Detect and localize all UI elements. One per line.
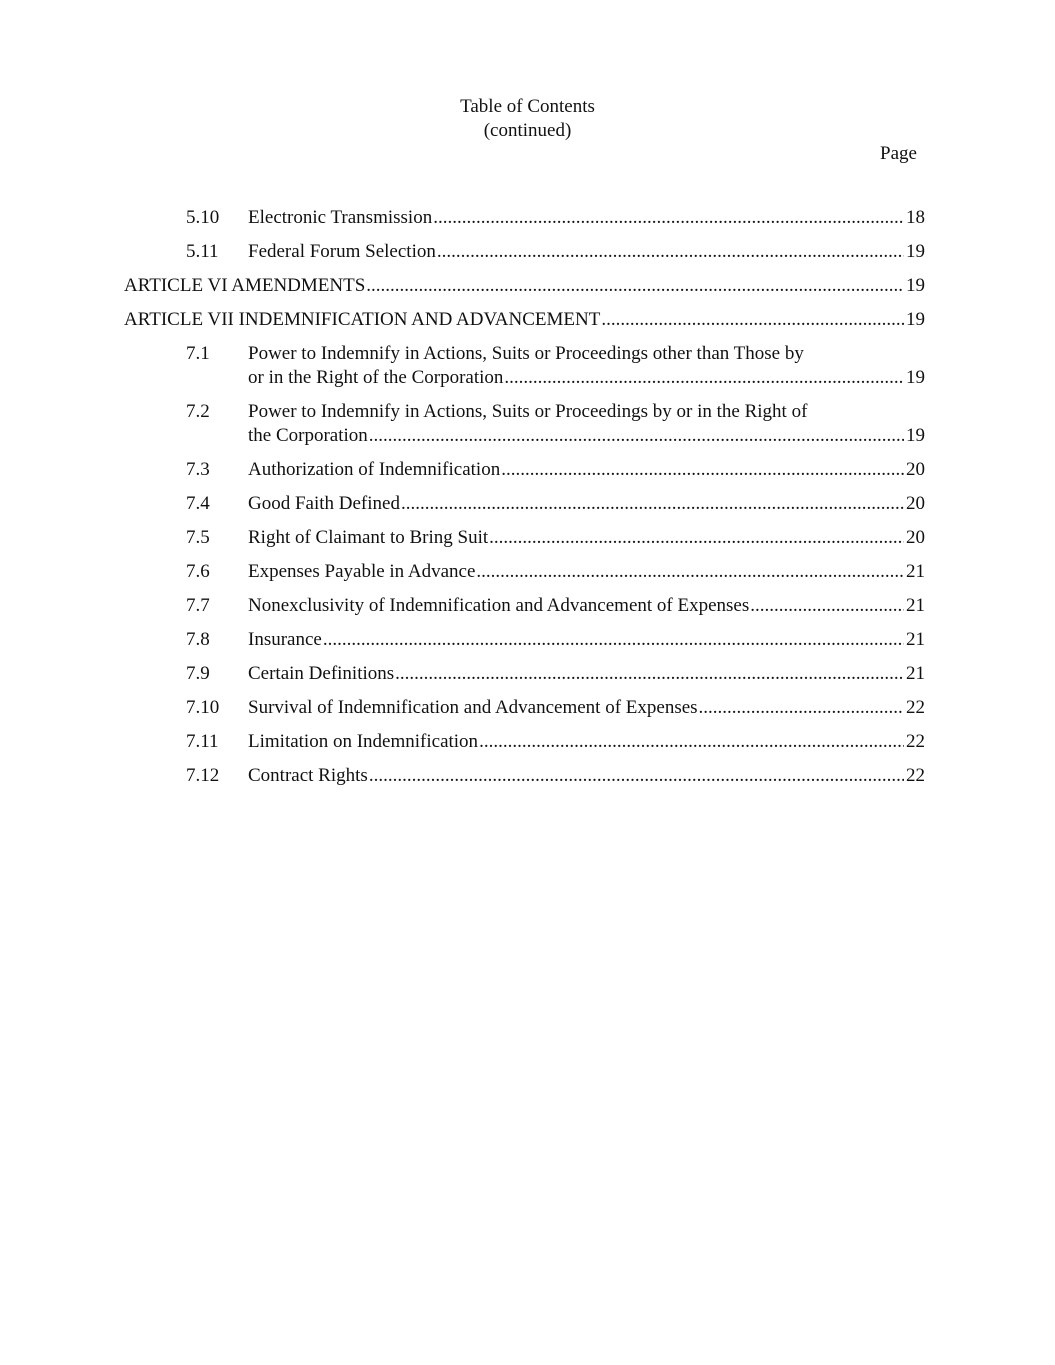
- page-number: 20: [906, 527, 925, 548]
- page-number: 19: [906, 241, 925, 262]
- page-number: 20: [906, 459, 925, 480]
- page-number: 21: [906, 595, 925, 616]
- entry-line: [248, 730, 925, 754]
- section-title: Federal Forum Selection: [248, 241, 436, 262]
- section-number: 7.1: [186, 343, 210, 364]
- article-title: ARTICLE VI AMENDMENTS: [124, 275, 366, 296]
- entry-wrap: [248, 400, 925, 448]
- entry-line: [248, 696, 925, 720]
- entry-line: [124, 274, 925, 298]
- dot-leader: [479, 730, 904, 754]
- dot-leader: [366, 274, 904, 298]
- section-title: Authorization of Indemnification: [248, 459, 501, 480]
- section-title: Nonexclusivity of Indemnification and Advancement of Expenses: [248, 595, 750, 616]
- entry-wrap: [248, 342, 925, 390]
- section-number: 7.6: [186, 561, 210, 582]
- section-title: Survival of Indemnification and Advancement of Expenses: [248, 697, 698, 718]
- page-number: 19: [906, 309, 925, 330]
- entry-line: [248, 764, 925, 788]
- dot-leader: [433, 206, 904, 230]
- dot-leader: [323, 628, 904, 652]
- section-number: 5.11: [186, 241, 219, 262]
- entry-line: [248, 206, 925, 230]
- page-subtitle: (continued): [483, 120, 572, 141]
- section-number: 7.8: [186, 629, 210, 650]
- section-title: Contract Rights: [248, 765, 368, 786]
- section-title: Good Faith Defined: [248, 493, 400, 514]
- page-column-label: Page: [880, 143, 917, 164]
- section-number: 7.11: [186, 731, 219, 752]
- section-number: 7.3: [186, 459, 210, 480]
- page-number: 19: [906, 275, 925, 296]
- page-number: 21: [906, 629, 925, 650]
- page-number: 22: [906, 697, 925, 718]
- page-number: 20: [906, 493, 925, 514]
- dot-leader: [395, 662, 904, 686]
- entry-line: [248, 526, 925, 550]
- toc-heading: [0, 95, 1055, 143]
- dot-leader: [699, 696, 904, 720]
- section-number: 7.10: [186, 697, 220, 718]
- entry-line: [248, 662, 925, 686]
- dot-leader: [601, 308, 904, 332]
- section-title: Insurance: [248, 629, 322, 650]
- entry-line: [248, 458, 925, 482]
- section-number: 7.5: [186, 527, 210, 548]
- page-number: 19: [906, 367, 925, 388]
- page-number: 18: [906, 207, 925, 228]
- dot-leader: [504, 366, 904, 390]
- section-number: 7.12: [186, 765, 220, 786]
- section-title: Right of Claimant to Bring Suit: [248, 527, 489, 548]
- dot-leader: [369, 424, 904, 448]
- section-number: 7.2: [186, 401, 210, 422]
- entry-line: [248, 366, 925, 390]
- section-title: Limitation on Indemnification: [248, 731, 479, 752]
- page-title: Table of Contents: [460, 96, 595, 117]
- page-number: 21: [906, 561, 925, 582]
- entry-line: [248, 424, 925, 448]
- dot-leader: [489, 526, 904, 550]
- section-title-line-2: the Corporation: [248, 425, 368, 446]
- section-title-line-2: or in the Right of the Corporation: [248, 367, 504, 388]
- dot-leader: [476, 560, 904, 584]
- dot-leader: [437, 240, 904, 264]
- entry-line: [248, 560, 925, 584]
- section-title-line-1: Power to Indemnify in Actions, Suits or Proceedings other than Those by: [248, 343, 804, 364]
- section-title: Expenses Payable in Advance: [248, 561, 476, 582]
- entry-line: [124, 308, 925, 332]
- section-number: 7.9: [186, 663, 210, 684]
- page-number: 22: [906, 731, 925, 752]
- dot-leader: [401, 492, 904, 516]
- page-number: 19: [906, 425, 925, 446]
- section-number: 7.7: [186, 595, 210, 616]
- article-title: ARTICLE VII INDEMNIFICATION AND ADVANCEMENT: [124, 309, 601, 330]
- page-number: 21: [906, 663, 925, 684]
- section-number: 7.4: [186, 493, 210, 514]
- section-number: 5.10: [186, 207, 220, 228]
- entry-line: [248, 628, 925, 652]
- page-number: 22: [906, 765, 925, 786]
- dot-leader: [369, 764, 904, 788]
- dot-leader: [750, 594, 904, 618]
- entry-line: [248, 240, 925, 264]
- dot-leader: [501, 458, 904, 482]
- section-title: Electronic Transmission: [248, 207, 433, 228]
- section-title: Certain Definitions: [248, 663, 395, 684]
- entry-line: [248, 594, 925, 618]
- section-title-line-1: Power to Indemnify in Actions, Suits or Proceedings by or in the Right of: [248, 401, 808, 422]
- entry-line: [248, 492, 925, 516]
